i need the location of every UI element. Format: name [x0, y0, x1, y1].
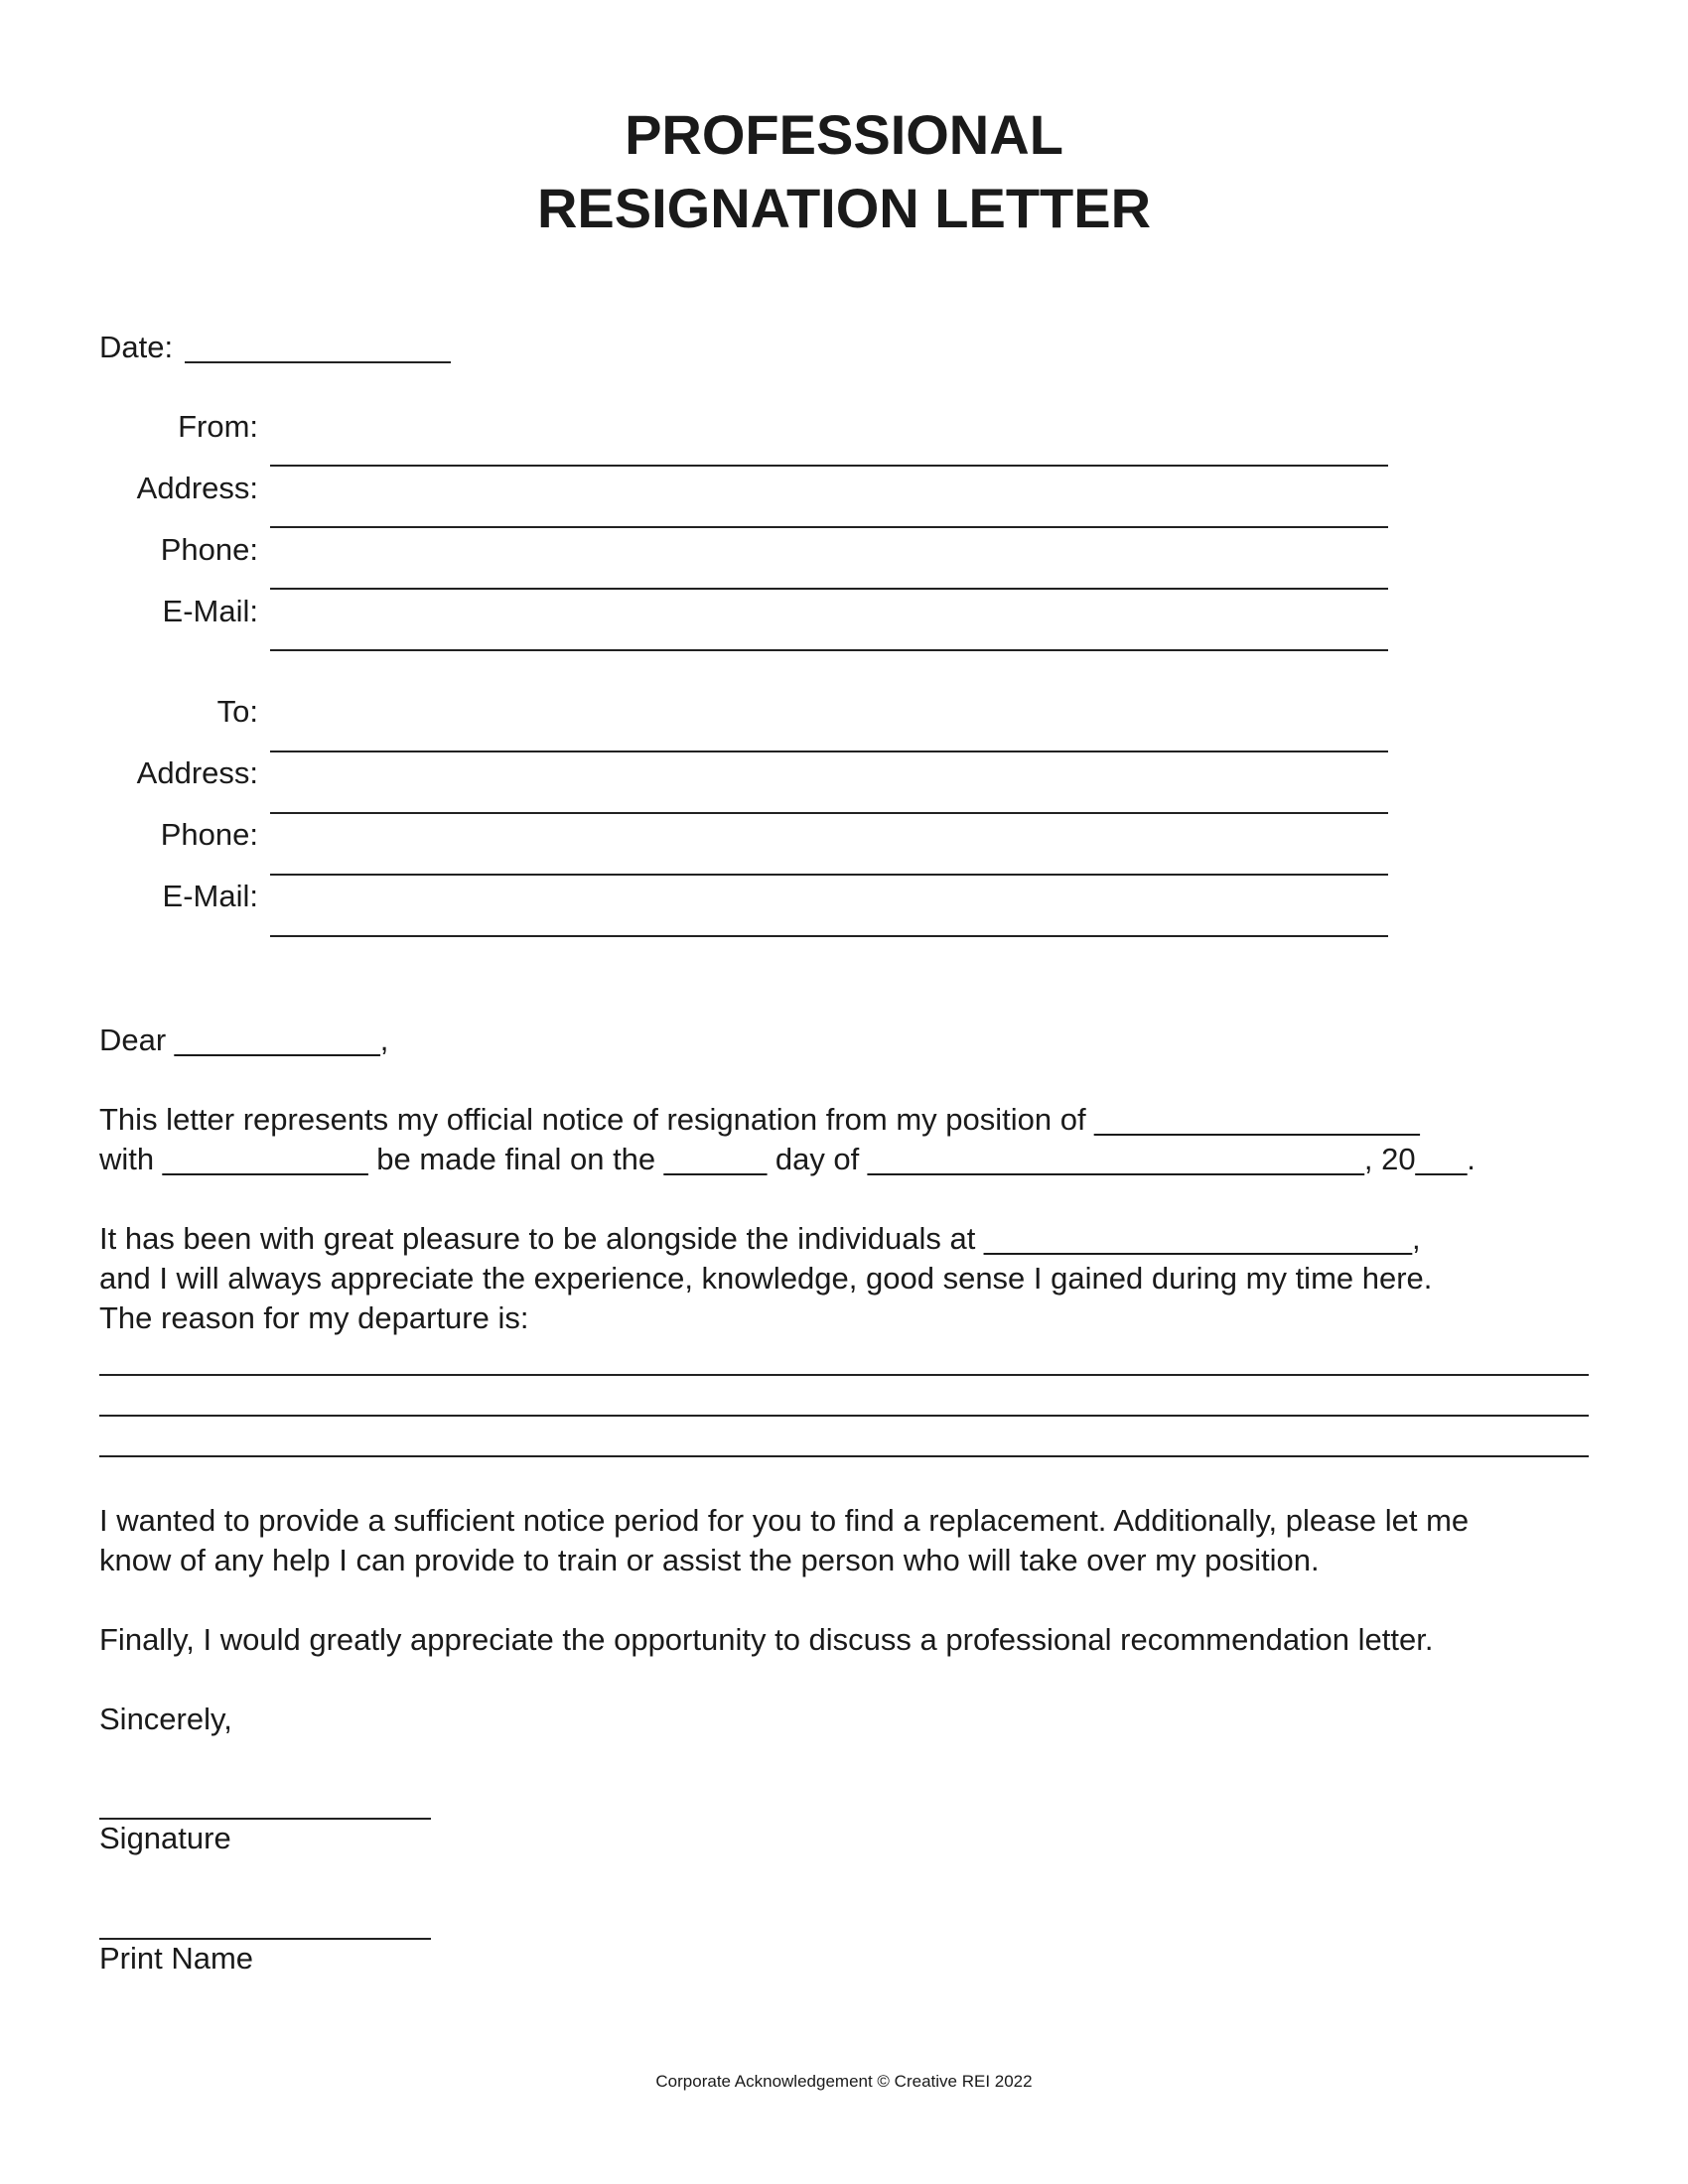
- from-phone-field-line[interactable]: [270, 588, 1388, 590]
- to-field-line[interactable]: [270, 751, 1388, 752]
- to-email-label: E-Mail:: [162, 879, 258, 913]
- reason-line-3[interactable]: [99, 1455, 1589, 1457]
- reason-line-2[interactable]: [99, 1415, 1589, 1417]
- to-label: To:: [216, 694, 258, 729]
- to-email-field-line[interactable]: [270, 935, 1388, 937]
- paragraph-3-line-2: know of any help I can provide to train or assist the person who will take over my position.: [99, 1543, 1320, 1577]
- title-line-1: PROFESSIONAL: [625, 103, 1063, 166]
- salutation: Dear ____________,: [99, 1023, 389, 1057]
- date-field-line[interactable]: [185, 361, 451, 363]
- from-address-label: Address:: [136, 471, 258, 505]
- date-label: Date:: [99, 330, 174, 364]
- to-address-field-line[interactable]: [270, 812, 1388, 814]
- from-email-label: E-Mail:: [162, 594, 258, 628]
- from-label: From:: [178, 409, 258, 444]
- reason-line-1[interactable]: [99, 1374, 1589, 1376]
- paragraph-2-line-3: The reason for my departure is:: [99, 1300, 529, 1335]
- print-name-label: Print Name: [99, 1941, 254, 1976]
- paragraph-3-line-1: I wanted to provide a sufficient notice period for you to find a replacement. Additionally, please let me: [99, 1503, 1470, 1538]
- paragraph-1-line-2: with ____________ be made final on the ______ day of _____________________________, 20___.: [99, 1142, 1476, 1176]
- paragraph-4: Finally, I would greatly appreciate the opportunity to discuss a professional recommendation letter.: [99, 1622, 1434, 1657]
- from-phone-label: Phone:: [160, 532, 258, 567]
- from-field-line[interactable]: [270, 465, 1388, 467]
- from-address-field-line[interactable]: [270, 526, 1388, 528]
- closing: Sincerely,: [99, 1702, 232, 1736]
- paragraph-2-line-1: It has been with great pleasure to be alongside the individuals at _________________________,: [99, 1221, 1421, 1256]
- footer-copyright: Corporate Acknowledgement © Creative REI 2022: [655, 2072, 1033, 2091]
- to-phone-label: Phone:: [160, 817, 258, 852]
- paragraph-2-line-2: and I will always appreciate the experience, knowledge, good sense I gained during my time here.: [99, 1261, 1433, 1296]
- to-phone-field-line[interactable]: [270, 874, 1388, 876]
- signature-label: Signature: [99, 1821, 231, 1855]
- to-address-label: Address:: [136, 755, 258, 790]
- paragraph-1-line-1: This letter represents my official notice of resignation from my position of ___________________: [99, 1102, 1420, 1137]
- title-line-2: RESIGNATION LETTER: [536, 177, 1152, 239]
- from-email-field-line[interactable]: [270, 649, 1388, 651]
